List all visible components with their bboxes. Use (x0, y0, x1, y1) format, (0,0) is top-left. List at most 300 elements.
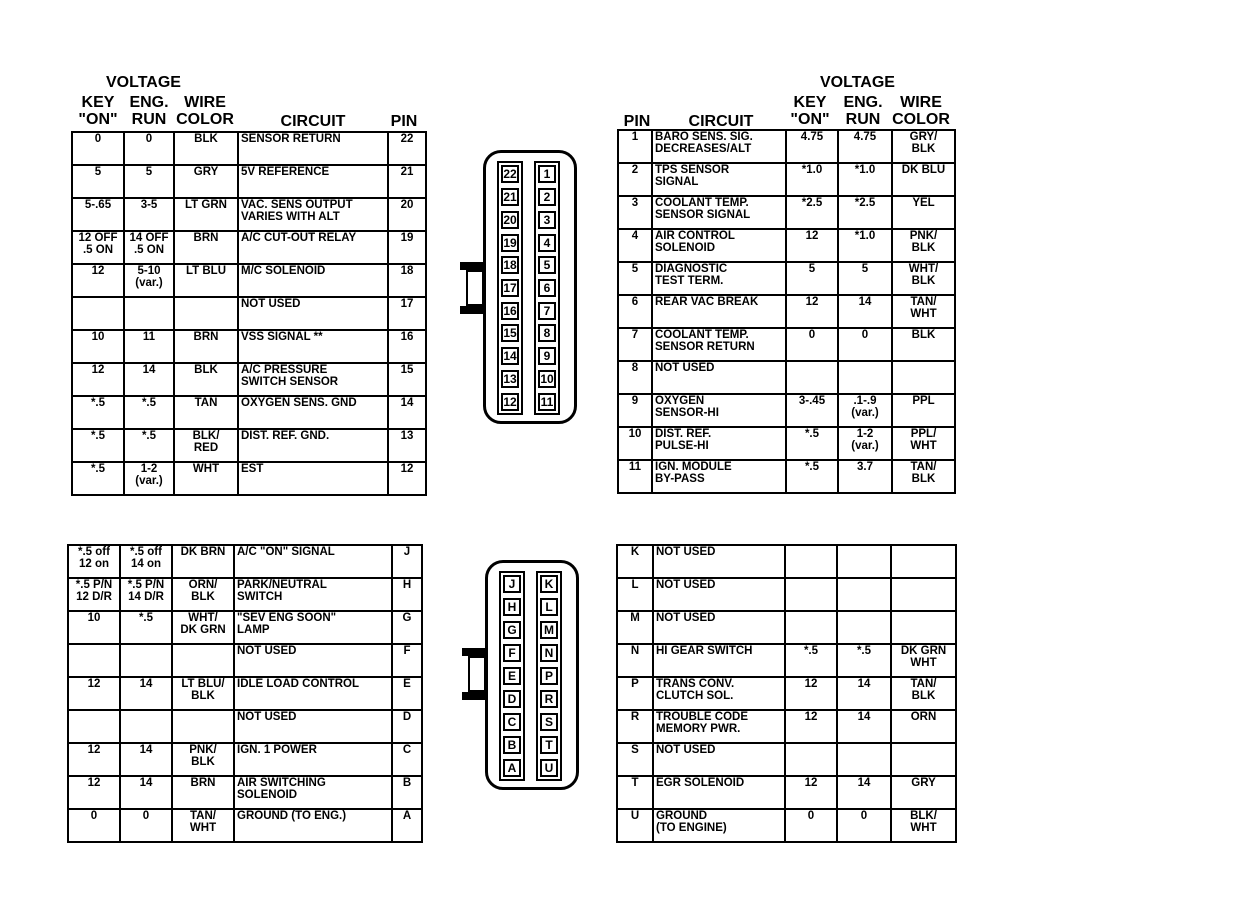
connector-pin-cell: 22 (501, 165, 519, 183)
cell-pin: 13 (388, 429, 426, 462)
table-row (68, 743, 422, 776)
cell-wire: GRY/ BLK (892, 130, 955, 163)
cell-key: *.5 (785, 644, 837, 677)
connector-pin-cell: 16 (501, 302, 519, 320)
cell-wire: WHT/ BLK (892, 262, 955, 295)
cell-pin: 3 (618, 196, 652, 229)
cell-pin: P (617, 677, 653, 710)
cell-wire: BRN (174, 231, 238, 264)
cell-pin: L (617, 578, 653, 611)
table-row (72, 462, 426, 495)
connector-pin-cell: N (540, 644, 558, 662)
cell-wire: WHT/ DK GRN (172, 611, 234, 644)
table-row (617, 809, 956, 842)
cell-pin: D (392, 710, 422, 743)
cell-circuit: NOT USED (653, 611, 785, 644)
cell-circuit: IDLE LOAD CONTROL (234, 677, 392, 710)
cell-wire: DK BLU (892, 163, 955, 196)
table-row (68, 578, 422, 611)
tl-header-voltage: VOLTAGE (106, 74, 181, 91)
cell-wire (891, 545, 956, 578)
cell-eng: *.5 (124, 396, 174, 429)
cell-wire: TAN/ BLK (891, 677, 956, 710)
cell-key (786, 361, 838, 394)
cell-key: *1.0 (786, 163, 838, 196)
cell-circuit: NOT USED (238, 297, 388, 330)
cell-circuit: EGR SOLENOID (653, 776, 785, 809)
cell-key (72, 297, 124, 330)
cell-key: 5 (72, 165, 124, 198)
cell-wire: PPL (892, 394, 955, 427)
cell-wire: PNK/ BLK (172, 743, 234, 776)
tl-header-pin: PIN (390, 113, 418, 130)
cell-wire: YEL (892, 196, 955, 229)
cell-eng (837, 611, 891, 644)
connector-pin-cell: J (503, 575, 521, 593)
cell-key: 0 (785, 809, 837, 842)
cell-circuit: IGN. MODULE BY-PASS (652, 460, 786, 493)
table-row (72, 132, 426, 165)
connector-pin-cell: E (503, 667, 521, 685)
cell-key: 0 (68, 809, 120, 842)
cell-eng: 0 (837, 809, 891, 842)
connector-pin-cell: 7 (538, 302, 556, 320)
tr-header-key-on: KEY "ON" (790, 94, 830, 128)
table-row (72, 264, 426, 297)
connector-pin-cell: 21 (501, 188, 519, 206)
connector-pin-cell: C (503, 713, 521, 731)
bottom-connector-latch-body (468, 656, 486, 692)
table-row (618, 394, 955, 427)
cell-pin: 17 (388, 297, 426, 330)
cell-eng: 14 (124, 363, 174, 396)
table-row (617, 776, 956, 809)
connector-pin-cell: 6 (538, 279, 556, 297)
cell-eng: *.5 P/N 14 D/R (120, 578, 172, 611)
cell-circuit: SENSOR RETURN (238, 132, 388, 165)
cell-pin: M (617, 611, 653, 644)
cell-circuit: HI GEAR SWITCH (653, 644, 785, 677)
top-left-pin-table (71, 131, 427, 496)
connector-pin-cell: 10 (538, 370, 556, 388)
connector-pin-cell: 5 (538, 256, 556, 274)
connector-pin-cell: 3 (538, 211, 556, 229)
connector-pin-cell: R (540, 690, 558, 708)
cell-circuit: REAR VAC BREAK (652, 295, 786, 328)
tl-header-circuit: CIRCUIT (280, 113, 346, 130)
cell-circuit: NOT USED (653, 578, 785, 611)
table-row (618, 130, 955, 163)
tr-header-eng-run: ENG. RUN (843, 94, 883, 128)
cell-wire (891, 743, 956, 776)
cell-pin: B (392, 776, 422, 809)
table-row (617, 611, 956, 644)
cell-key: 3-.45 (786, 394, 838, 427)
cell-eng: .1-.9 (var.) (838, 394, 892, 427)
cell-key: 0 (786, 328, 838, 361)
table-row (617, 710, 956, 743)
cell-key: 12 (785, 710, 837, 743)
connector-pin-cell: 17 (501, 279, 519, 297)
connector-pin-cell: F (503, 644, 521, 662)
cell-wire (891, 611, 956, 644)
cell-pin: 11 (618, 460, 652, 493)
table-row (618, 460, 955, 493)
cell-key: 4.75 (786, 130, 838, 163)
cell-pin: G (392, 611, 422, 644)
cell-pin: R (617, 710, 653, 743)
cell-circuit: EST (238, 462, 388, 495)
cell-eng: 3-5 (124, 198, 174, 231)
connector-pin-cell: H (503, 598, 521, 616)
connector-pin-cell: S (540, 713, 558, 731)
connector-pin-cell: U (540, 759, 558, 777)
cell-eng: 0 (838, 328, 892, 361)
cell-wire: PNK/ BLK (892, 229, 955, 262)
cell-wire (891, 578, 956, 611)
connector-pin-cell: B (503, 736, 521, 754)
cell-pin: 7 (618, 328, 652, 361)
cell-eng: 14 (837, 710, 891, 743)
table-row (617, 545, 956, 578)
cell-pin: 10 (618, 427, 652, 460)
cell-circuit: DIAGNOSTIC TEST TERM. (652, 262, 786, 295)
cell-circuit: 5V REFERENCE (238, 165, 388, 198)
table-row (68, 545, 422, 578)
cell-circuit: NOT USED (234, 644, 392, 677)
cell-pin: 15 (388, 363, 426, 396)
table-row (72, 330, 426, 363)
cell-key: 12 (786, 295, 838, 328)
cell-circuit: NOT USED (234, 710, 392, 743)
cell-eng: 14 (838, 295, 892, 328)
table-row (68, 611, 422, 644)
cell-key (785, 611, 837, 644)
table-row (618, 427, 955, 460)
cell-key: 0 (72, 132, 124, 165)
connector-pin-cell: D (503, 690, 521, 708)
cell-wire: ORN (891, 710, 956, 743)
cell-wire: TAN/ BLK (892, 460, 955, 493)
cell-key: *.5 (72, 429, 124, 462)
cell-key: *.5 P/N 12 D/R (68, 578, 120, 611)
connector-pin-cell: G (503, 621, 521, 639)
table-row (72, 363, 426, 396)
cell-key: 12 (68, 743, 120, 776)
cell-eng: 14 (837, 677, 891, 710)
cell-circuit: "SEV ENG SOON" LAMP (234, 611, 392, 644)
table-row (72, 231, 426, 264)
cell-circuit: GROUND (TO ENG.) (234, 809, 392, 842)
cell-key: 5 (786, 262, 838, 295)
cell-circuit: AIR CONTROL SOLENOID (652, 229, 786, 262)
table-row (618, 229, 955, 262)
cell-eng: 5-10 (var.) (124, 264, 174, 297)
top-connector-latch-body (466, 270, 484, 306)
table-row (618, 262, 955, 295)
cell-pin: 4 (618, 229, 652, 262)
cell-key (785, 743, 837, 776)
cell-key: *.5 off 12 on (68, 545, 120, 578)
cell-eng (120, 710, 172, 743)
tl-header-eng-run: ENG. RUN (129, 94, 169, 128)
cell-wire (172, 710, 234, 743)
cell-circuit: A/C PRESSURE SWITCH SENSOR (238, 363, 388, 396)
cell-key: 12 (72, 264, 124, 297)
cell-wire: DK BRN (172, 545, 234, 578)
table-row (617, 644, 956, 677)
table-row (72, 198, 426, 231)
cell-circuit: COOLANT TEMP. SENSOR SIGNAL (652, 196, 786, 229)
cell-eng: 1-2 (var.) (838, 427, 892, 460)
cell-pin: S (617, 743, 653, 776)
top-right-pin-table (617, 129, 956, 494)
connector-pin-cell: L (540, 598, 558, 616)
table-row (617, 677, 956, 710)
cell-wire: LT BLU/ BLK (172, 677, 234, 710)
cell-wire: BLK (174, 132, 238, 165)
tr-header-wire-color: WIRE COLOR (892, 94, 950, 128)
cell-pin: A (392, 809, 422, 842)
cell-key: 10 (68, 611, 120, 644)
cell-wire: BRN (174, 330, 238, 363)
table-row (618, 295, 955, 328)
connector-pin-cell: 11 (538, 393, 556, 411)
table-row (617, 578, 956, 611)
cell-circuit: A/C CUT-OUT RELAY (238, 231, 388, 264)
cell-wire: BRN (172, 776, 234, 809)
table-row (618, 196, 955, 229)
cell-eng: 0 (120, 809, 172, 842)
cell-key: 12 (68, 776, 120, 809)
connector-pin-cell: 13 (501, 370, 519, 388)
cell-wire (174, 297, 238, 330)
cell-key: 12 OFF .5 ON (72, 231, 124, 264)
table-row (68, 644, 422, 677)
table-row (618, 328, 955, 361)
cell-wire: TAN/ WHT (892, 295, 955, 328)
cell-circuit: DIST. REF. GND. (238, 429, 388, 462)
cell-eng: 11 (124, 330, 174, 363)
cell-eng: 4.75 (838, 130, 892, 163)
cell-pin: 1 (618, 130, 652, 163)
connector-pin-cell: 4 (538, 234, 556, 252)
cell-key: *.5 (72, 396, 124, 429)
cell-pin: 18 (388, 264, 426, 297)
cell-wire: LT BLU (174, 264, 238, 297)
tr-header-circuit: CIRCUIT (688, 113, 754, 130)
cell-circuit: BARO SENS. SIG. DECREASES/ALT (652, 130, 786, 163)
cell-pin: 6 (618, 295, 652, 328)
cell-key: *.5 (786, 460, 838, 493)
cell-key: 12 (785, 677, 837, 710)
connector-pin-cell: 9 (538, 347, 556, 365)
cell-pin: 21 (388, 165, 426, 198)
tr-header-voltage: VOLTAGE (820, 74, 895, 91)
cell-eng (124, 297, 174, 330)
cell-circuit: COOLANT TEMP. SENSOR RETURN (652, 328, 786, 361)
cell-key: 10 (72, 330, 124, 363)
table-row (72, 429, 426, 462)
connector-pin-cell: 18 (501, 256, 519, 274)
cell-circuit: DIST. REF. PULSE-HI (652, 427, 786, 460)
cell-pin: 12 (388, 462, 426, 495)
cell-circuit: OXYGEN SENSOR-HI (652, 394, 786, 427)
bottom-connector-left-column (499, 571, 525, 781)
cell-wire: ORN/ BLK (172, 578, 234, 611)
cell-circuit: NOT USED (653, 545, 785, 578)
cell-eng: *.5 (837, 644, 891, 677)
cell-circuit: IGN. 1 POWER (234, 743, 392, 776)
bottom-connector-right-column (536, 571, 562, 781)
cell-wire: DK GRN WHT (891, 644, 956, 677)
connector-pin-cell: P (540, 667, 558, 685)
cell-eng: 3.7 (838, 460, 892, 493)
cell-circuit: NOT USED (653, 743, 785, 776)
cell-circuit: PARK/NEUTRAL SWITCH (234, 578, 392, 611)
table-row (618, 163, 955, 196)
connector-pin-cell: 20 (501, 211, 519, 229)
cell-wire: BLK (174, 363, 238, 396)
tl-header-wire-color: WIRE COLOR (176, 94, 234, 128)
tl-header-key-on: KEY "ON" (78, 94, 118, 128)
cell-eng (837, 545, 891, 578)
cell-circuit: TROUBLE CODE MEMORY PWR. (653, 710, 785, 743)
cell-circuit: TRANS CONV. CLUTCH SOL. (653, 677, 785, 710)
cell-pin: 5 (618, 262, 652, 295)
cell-pin: 8 (618, 361, 652, 394)
cell-eng (120, 644, 172, 677)
cell-circuit: NOT USED (652, 361, 786, 394)
cell-eng: 14 OFF .5 ON (124, 231, 174, 264)
cell-circuit: A/C "ON" SIGNAL (234, 545, 392, 578)
cell-eng: *.5 (120, 611, 172, 644)
cell-eng: *.5 (124, 429, 174, 462)
cell-eng: 14 (837, 776, 891, 809)
top-connector-body (483, 150, 577, 424)
tr-header-pin: PIN (623, 113, 651, 130)
connector-pin-cell: 12 (501, 393, 519, 411)
cell-key: 12 (785, 776, 837, 809)
cell-wire: LT GRN (174, 198, 238, 231)
cell-eng: 0 (124, 132, 174, 165)
cell-pin: H (392, 578, 422, 611)
connector-pin-cell: A (503, 759, 521, 777)
cell-eng: *.5 off 14 on (120, 545, 172, 578)
cell-pin: 20 (388, 198, 426, 231)
table-row (72, 297, 426, 330)
cell-pin: 16 (388, 330, 426, 363)
cell-wire (892, 361, 955, 394)
cell-wire: BLK/ RED (174, 429, 238, 462)
cell-eng: *1.0 (838, 163, 892, 196)
bottom-left-pin-table (67, 544, 423, 843)
cell-pin: N (617, 644, 653, 677)
cell-eng: 14 (120, 743, 172, 776)
cell-eng (838, 361, 892, 394)
connector-pin-cell: K (540, 575, 558, 593)
cell-circuit: M/C SOLENOID (238, 264, 388, 297)
cell-pin: 19 (388, 231, 426, 264)
cell-wire: TAN (174, 396, 238, 429)
cell-key: *.5 (72, 462, 124, 495)
cell-key (785, 545, 837, 578)
cell-key: 12 (68, 677, 120, 710)
cell-key: 5-.65 (72, 198, 124, 231)
cell-pin: 9 (618, 394, 652, 427)
bottom-connector-body (485, 560, 579, 790)
table-row (72, 165, 426, 198)
cell-eng (837, 743, 891, 776)
cell-pin: J (392, 545, 422, 578)
cell-wire (172, 644, 234, 677)
table-row (68, 809, 422, 842)
cell-wire: BLK/ WHT (891, 809, 956, 842)
cell-pin: T (617, 776, 653, 809)
bottom-right-pin-table (616, 544, 957, 843)
cell-pin: E (392, 677, 422, 710)
cell-eng (837, 578, 891, 611)
cell-wire: WHT (174, 462, 238, 495)
connector-pin-cell: 1 (538, 165, 556, 183)
connector-pin-cell: T (540, 736, 558, 754)
cell-wire: TAN/ WHT (172, 809, 234, 842)
cell-eng: *2.5 (838, 196, 892, 229)
table-row (617, 743, 956, 776)
connector-pin-cell: 15 (501, 324, 519, 342)
cell-eng: 14 (120, 677, 172, 710)
table-row (618, 361, 955, 394)
cell-wire: GRY (891, 776, 956, 809)
connector-pin-cell: 19 (501, 234, 519, 252)
cell-key (68, 644, 120, 677)
cell-wire: BLK (892, 328, 955, 361)
cell-eng: *1.0 (838, 229, 892, 262)
cell-circuit: OXYGEN SENS. GND (238, 396, 388, 429)
cell-eng: 1-2 (var.) (124, 462, 174, 495)
connector-pin-cell: M (540, 621, 558, 639)
connector-pin-cell: 14 (501, 347, 519, 365)
table-row (68, 710, 422, 743)
cell-eng: 5 (838, 262, 892, 295)
cell-wire: PPL/ WHT (892, 427, 955, 460)
cell-key (785, 578, 837, 611)
table-row (72, 396, 426, 429)
cell-circuit: GROUND (TO ENGINE) (653, 809, 785, 842)
cell-wire: GRY (174, 165, 238, 198)
connector-pin-cell: 8 (538, 324, 556, 342)
cell-pin: K (617, 545, 653, 578)
cell-pin: 2 (618, 163, 652, 196)
cell-key: 12 (786, 229, 838, 262)
top-connector-right-column (534, 161, 560, 415)
cell-eng: 5 (124, 165, 174, 198)
table-row (68, 677, 422, 710)
cell-pin: C (392, 743, 422, 776)
cell-key: *.5 (786, 427, 838, 460)
cell-pin: F (392, 644, 422, 677)
cell-pin: U (617, 809, 653, 842)
table-row (68, 776, 422, 809)
cell-pin: 22 (388, 132, 426, 165)
cell-pin: 14 (388, 396, 426, 429)
cell-circuit: TPS SENSOR SIGNAL (652, 163, 786, 196)
top-connector-left-column (497, 161, 523, 415)
cell-eng: 14 (120, 776, 172, 809)
cell-circuit: VSS SIGNAL ** (238, 330, 388, 363)
cell-key: *2.5 (786, 196, 838, 229)
cell-key: 12 (72, 363, 124, 396)
